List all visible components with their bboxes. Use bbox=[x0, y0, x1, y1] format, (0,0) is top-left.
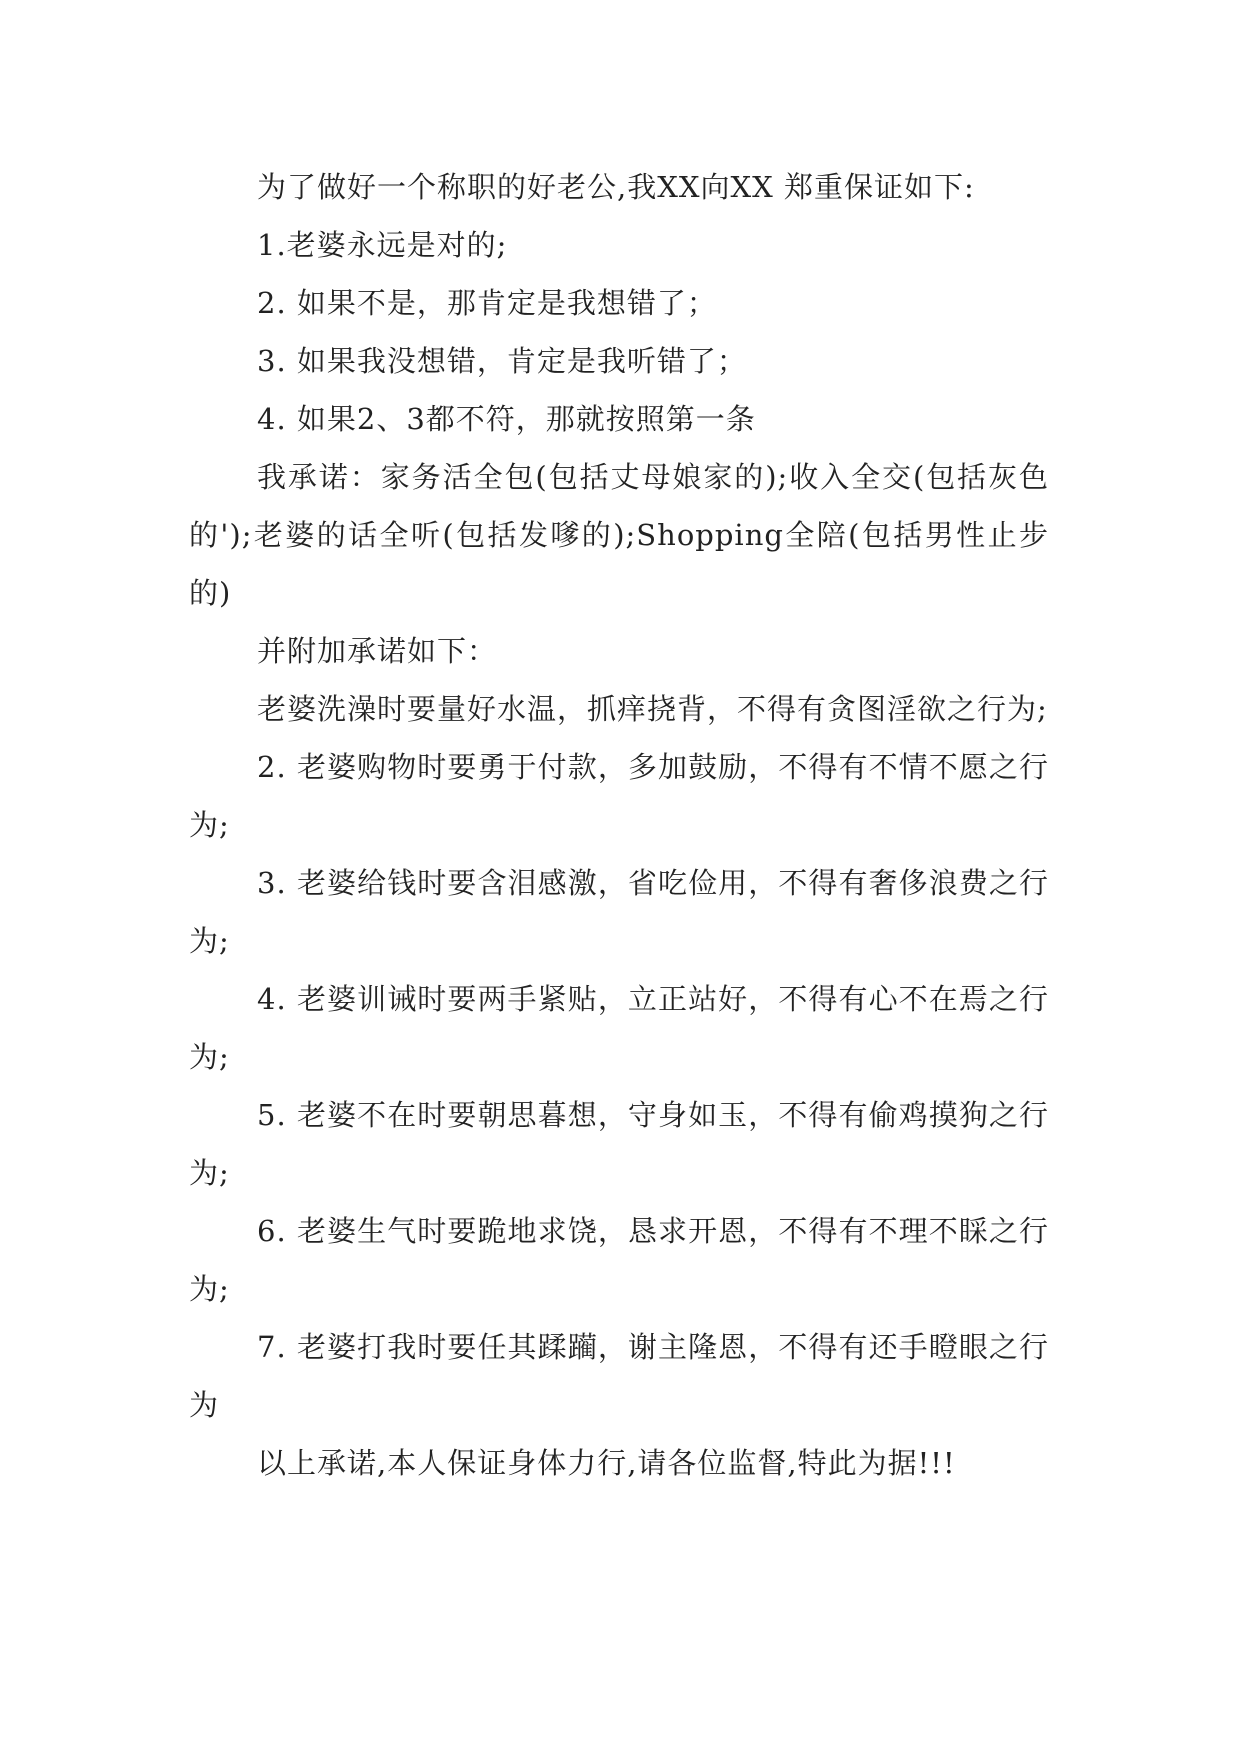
additional-item-6: 6. 老婆生气时要跪地求饶，恳求开恩，不得有不理不睬之行为; bbox=[189, 1214, 1049, 1306]
rule-item-3: 3. 如果我没想错，肯定是我听错了； bbox=[257, 344, 747, 378]
additional-item-3: 3. 老婆给钱时要含泪感激，省吃俭用，不得有奢侈浪费之行为; bbox=[189, 866, 1049, 958]
rule-item-4: 4. 如果2、3都不符，那就按照第一条 bbox=[257, 402, 756, 436]
additional-item-2: 2. 老婆购物时要勇于付款，多加鼓励，不得有不情不愿之行为; bbox=[189, 750, 1049, 842]
rule-item-1: 1.老婆永远是对的; bbox=[257, 228, 508, 262]
additional-promise-heading: 并附加承诺如下： bbox=[257, 634, 498, 668]
closing-statement: 以上承诺,本人保证身体力行,请各位监督,特此为据!!! bbox=[257, 1446, 956, 1480]
promise-paragraph: 我承诺：家务活全包(包括丈母娘家的);收入全交(包括灰色的');老婆的话全听(包括发嗲的);Shopping全陪(包括男性止步的) bbox=[189, 460, 1049, 610]
pledge-intro: 为了做好一个称职的好老公,我XX向XX 郑重保证如下: bbox=[257, 170, 975, 204]
additional-item-4: 4. 老婆训诫时要两手紧贴，立正站好，不得有心不在焉之行为; bbox=[189, 982, 1049, 1074]
additional-item-7: 7. 老婆打我时要任其蹂躏，谢主隆恩，不得有还手瞪眼之行为 bbox=[189, 1330, 1049, 1422]
document-body bbox=[189, 158, 1049, 1492]
additional-item-1: 老婆洗澡时要量好水温，抓痒挠背，不得有贪图淫欲之行为; bbox=[257, 692, 1048, 726]
additional-item-5: 5. 老婆不在时要朝思暮想，守身如玉，不得有偷鸡摸狗之行为; bbox=[189, 1098, 1049, 1190]
rule-item-2: 2. 如果不是，那肯定是我想错了； bbox=[257, 286, 717, 320]
